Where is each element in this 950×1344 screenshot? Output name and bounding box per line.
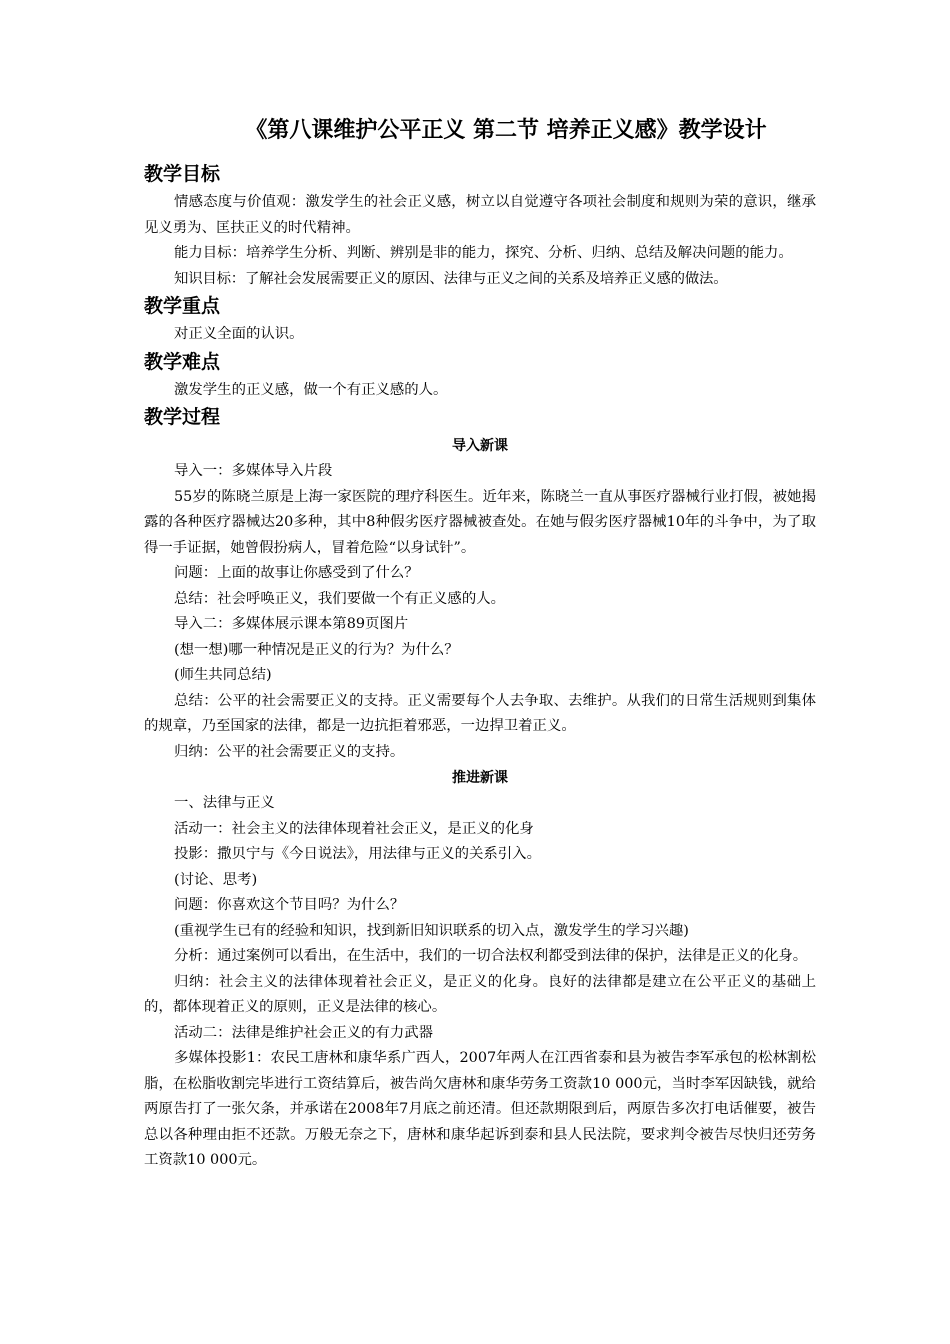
advance-paragraph: (讨论、思考) [174, 871, 258, 888]
intro-paragraph: 问题：上面的故事让你感受到了什么？ [174, 565, 419, 581]
advance-paragraph: (重视学生已有的经验和知识，找到新旧知识联系的切入点，激发学生的学习兴趣) [174, 922, 689, 939]
goal-paragraph: 知识目标：了解社会发展需要正义的原因、法律与正义之间的关系及培养正义感的做法。 [174, 270, 728, 287]
intro-paragraph: 总结：公平的社会需要正义的支持。正义需要每个人去争取、去维护。从我们的日常生活规则到集体的规章，乃至国家的法律，都是一边抗拒着邪恶，一边捍卫着正义。 [144, 692, 816, 734]
intro-paragraph: 总结：社会呼唤正义，我们要做一个有正义感的人。 [174, 590, 505, 607]
intro-paragraph: 归纳：公平的社会需要正义的支持。 [174, 743, 405, 760]
advance-paragraph: 归纳：社会主义的法律体现着社会正义，是正义的化身。良好的法律都是建立在公平正义的基础上的，都体现着正义的原则，正义是法律的核心。 [144, 973, 816, 1015]
heading-teaching-process: 教学过程 [144, 406, 221, 428]
heading-difficulty: 教学难点 [144, 350, 221, 373]
advance-paragraph: 投影：撒贝宁与《今日说法》，用法律与正义的关系引入。 [174, 846, 541, 862]
subheading-intro: 导入新课 [452, 438, 508, 454]
intro-paragraph: 导入一：多媒体导入片段 [174, 463, 333, 479]
intro-paragraph: (师生共同总结) [174, 667, 272, 683]
advance-paragraph: 活动二：法律是维护社会正义的有力武器 [174, 1024, 434, 1041]
advance-paragraph: 一、法律与正义 [174, 795, 275, 811]
document-title: 《第八课维护公平正义 第二节 培养正义感》教学设计 [245, 118, 767, 143]
goal-paragraph: 能力目标：培养学生分析、判断、辨别是非的能力，探究、分析、归纳、总结及解决问题的能力。 [174, 245, 793, 261]
heading-key-point: 教学重点 [144, 295, 221, 317]
document-page [144, 116, 816, 1174]
advance-paragraph: 多媒体投影1：农民工唐林和康华系广西人，2007年两人在江西省泰和县为被告李军承包的松林割松脂，在松脂收割完毕进行工资结算后，被告尚欠唐林和康华劳务工资款10 000元，当时李军因缺钱，就给两原告打了一张欠条，并承诺在2008年7月底之前还清。但还款期限到后，两原告多次打电话催要，被告总以各种理由拒不还款。万般无奈之下，唐林和康华起诉到泰和县人民法院，要求判令被告尽快归还劳务工资款10 000元。 [144, 1050, 816, 1168]
subheading-advance: 推进新课 [452, 770, 508, 786]
advance-paragraph: 问题：你喜欢这个节目吗？为什么？ [174, 897, 405, 913]
difficulty-paragraph: 激发学生的正义感，做一个有正义感的人。 [174, 381, 448, 398]
key-point-paragraph: 对正义全面的认识。 [174, 326, 304, 342]
intro-paragraph: (想一想)哪一种情况是正义的行为？为什么？ [174, 641, 459, 658]
goal-paragraph: 情感态度与价值观：激发学生的社会正义感，树立以自觉遵守各项社会制度和规则为荣的意识，继承见义勇为、匡扶正义的时代精神。 [144, 194, 816, 236]
advance-paragraph: 分析：通过案例可以看出，在生活中，我们的一切合法权利都受到法律的保护，法律是正义的化身。 [174, 948, 808, 964]
heading-teaching-goals: 教学目标 [144, 163, 221, 185]
advance-paragraph: 活动一：社会主义的法律体现着社会正义，是正义的化身 [174, 820, 534, 837]
intro-paragraph: 55岁的陈晓兰原是上海一家医院的理疗科医生。近年来，陈晓兰一直从事医疗器械行业打假，被她揭露的各种医疗器械达20多种，其中8种假劣医疗器械被查处。在她与假劣医疗器械10年的斗争中，为了取得一手证据，她曾假扮病人，冒着危险“以身试针”。 [144, 488, 816, 556]
intro-paragraph: 导入二：多媒体展示课本第89页图片 [174, 616, 409, 632]
